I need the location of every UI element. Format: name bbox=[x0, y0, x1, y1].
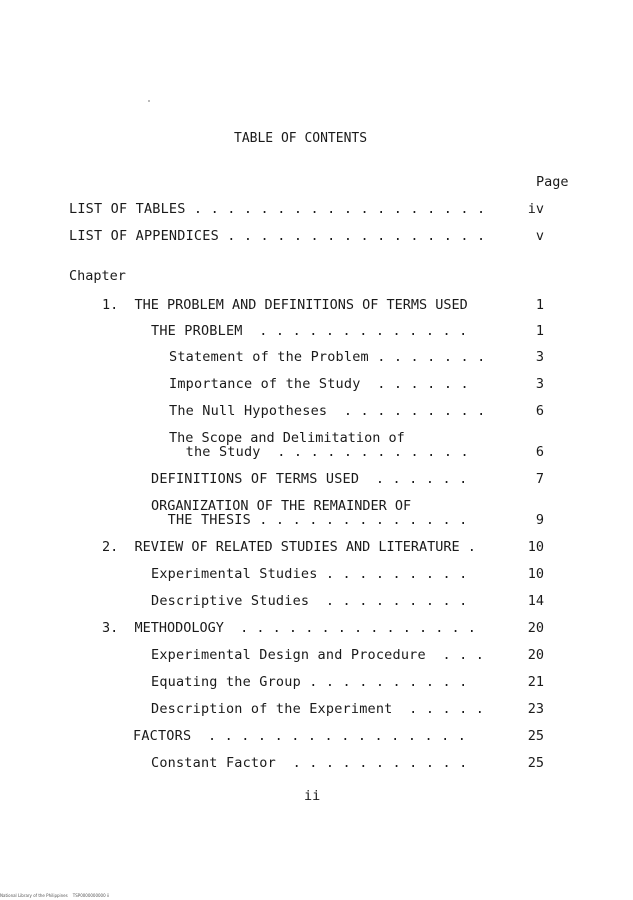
toc-entry-page: 20 bbox=[527, 620, 544, 636]
toc-entry-page: 1 bbox=[535, 323, 544, 339]
toc-entry-page: 9 bbox=[535, 512, 544, 528]
toc-entry-page: 21 bbox=[527, 674, 544, 690]
section-title: ORGANIZATION OF THE REMAINDER OF bbox=[151, 498, 412, 514]
subsection-title: The Null Hypotheses . . . . . . . . . bbox=[169, 403, 486, 419]
toc-entry-page: 1 bbox=[535, 297, 544, 313]
section-title: Experimental Studies . . . . . . . . . bbox=[151, 566, 468, 582]
subsection-title: Constant Factor . . . . . . . . . . . bbox=[151, 755, 468, 771]
page-column-header: Page bbox=[536, 174, 569, 190]
page-number: ii bbox=[304, 788, 321, 804]
chapter-title: 1. THE PROBLEM AND DEFINITIONS OF TERMS USED bbox=[102, 297, 468, 313]
toc-entry-page: 23 bbox=[527, 701, 544, 717]
chapter-title: 3. METHODOLOGY . . . . . . . . . . . . . . . bbox=[102, 620, 476, 636]
section-title: Equating the Group . . . . . . . . . . bbox=[151, 674, 468, 690]
subsection-title-continued: the Study . . . . . . . . . . . . bbox=[169, 444, 469, 460]
subsection-title: Statement of the Problem . . . . . . . bbox=[169, 349, 486, 365]
section-title: THE PROBLEM . . . . . . . . . . . . . bbox=[151, 323, 468, 339]
toc-entry-page: v bbox=[535, 228, 544, 244]
toc-entry-page: 6 bbox=[535, 403, 544, 419]
toc-entry-page: iv bbox=[527, 201, 544, 217]
toc-entry-page: 14 bbox=[527, 593, 544, 609]
section-title: Descriptive Studies . . . . . . . . . bbox=[151, 593, 468, 609]
toc-entry-page: 7 bbox=[535, 471, 544, 487]
toc-entry-page: 10 bbox=[527, 539, 544, 555]
toc-entry-page: 25 bbox=[527, 728, 544, 744]
toc-entry-page: 3 bbox=[535, 349, 544, 365]
toc-entry-text: LIST OF TABLES . . . . . . . . . . . . . . . . . . bbox=[69, 201, 486, 217]
toc-entry-page: 3 bbox=[535, 376, 544, 392]
section-title: DEFINITIONS OF TERMS USED . . . . . . bbox=[151, 471, 468, 487]
subsection-title: Importance of the Study . . . . . . bbox=[169, 376, 469, 392]
toc-entry-text: LIST OF APPENDICES . . . . . . . . . . . . . . . . bbox=[69, 228, 486, 244]
toc-entry-page: 20 bbox=[527, 647, 544, 663]
subsection-title: The Scope and Delimitation of bbox=[169, 430, 405, 446]
scan-speck bbox=[148, 100, 150, 102]
toc-entry-page: 25 bbox=[527, 755, 544, 771]
scan-footer: National Library of the Philippines TSP0000000000 ii bbox=[0, 893, 110, 898]
toc-entry-page: 6 bbox=[535, 444, 544, 460]
section-title: Experimental Design and Procedure . . . bbox=[151, 647, 485, 663]
chapter-title: 2. REVIEW OF RELATED STUDIES AND LITERATURE . bbox=[102, 539, 476, 555]
toc-title: TABLE OF CONTENTS bbox=[234, 131, 368, 146]
section-title: FACTORS . . . . . . . . . . . . . . . . bbox=[133, 728, 467, 744]
section-title: Description of the Experiment . . . . . bbox=[151, 701, 485, 717]
chapter-header: Chapter bbox=[69, 268, 126, 284]
section-title-continued: THE THESIS . . . . . . . . . . . . . bbox=[151, 512, 468, 528]
toc-entry-page: 10 bbox=[527, 566, 544, 582]
